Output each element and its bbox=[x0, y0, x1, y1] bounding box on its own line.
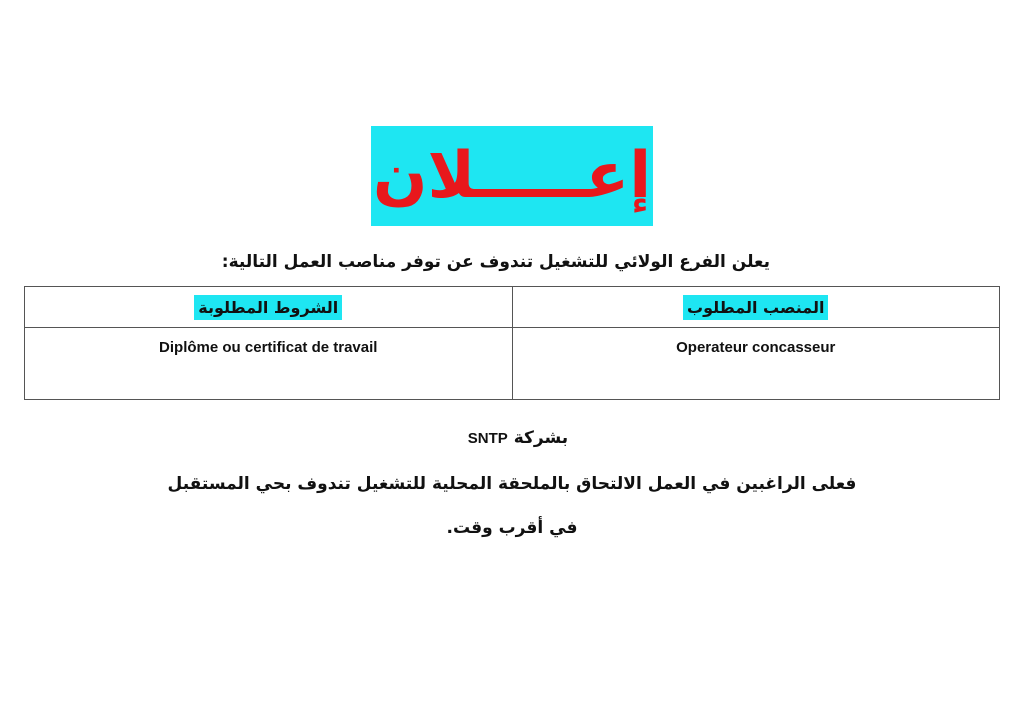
position-header: المنصب المطلوب bbox=[683, 295, 828, 320]
table-row bbox=[25, 328, 1000, 400]
announcement-title: إعـــــلان bbox=[372, 139, 652, 213]
position-cell: Operateur concasseur bbox=[512, 328, 1000, 400]
jobs-table bbox=[24, 286, 1000, 400]
company-name: SNTP bbox=[467, 430, 508, 447]
position-header-cell bbox=[512, 287, 1000, 328]
apply-instructions: فعلى الراغبين في العمل الالتحاق بالملحقة المحلية للتشغيل تندوف بحي المستقبل bbox=[167, 474, 857, 494]
requirements-header-cell bbox=[25, 287, 513, 328]
announcement-intro: يعلن الفرع الولائي للتشغيل تندوف عن توفر مناصب العمل التالية: bbox=[221, 252, 770, 272]
requirements-cell: Diplôme ou certificat de travail bbox=[25, 328, 513, 400]
company-line bbox=[0, 428, 1024, 448]
table-header-row bbox=[25, 287, 1000, 328]
requirements-header: الشروط المطلوبة bbox=[194, 295, 342, 320]
company-prefix: بشركة bbox=[513, 428, 569, 448]
apply-timing: في أقرب وقت. bbox=[446, 518, 578, 538]
announcement-title-box bbox=[371, 126, 653, 226]
